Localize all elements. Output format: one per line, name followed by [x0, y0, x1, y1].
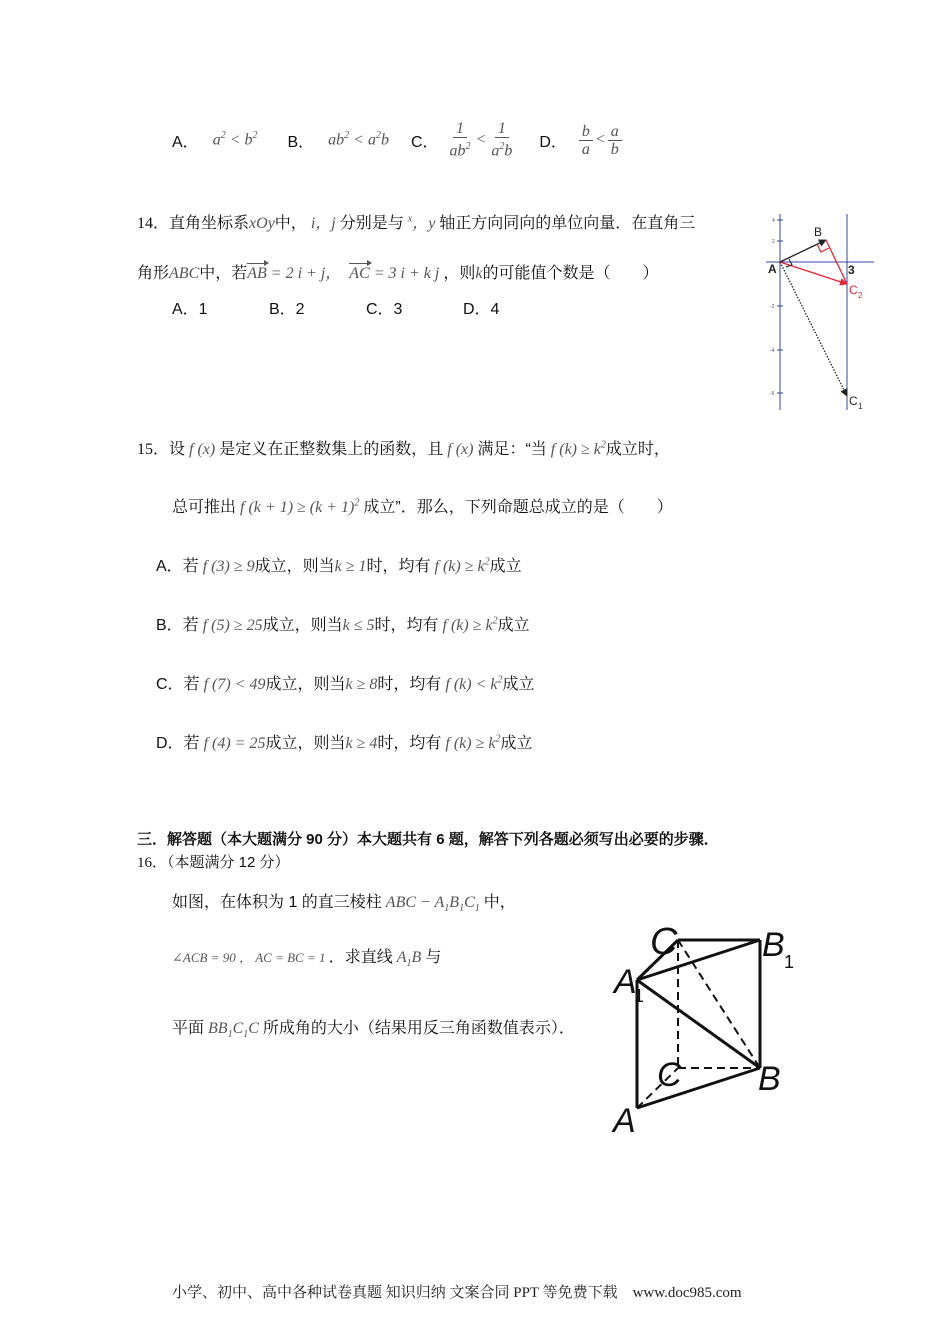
- q16-line1: [172, 889, 516, 914]
- right-angle-mark-b: [817, 244, 829, 252]
- label-c1-sub: 1: [858, 402, 863, 411]
- q14-text: 中，若: [199, 265, 248, 282]
- option-math: k ≥ 8: [345, 676, 378, 693]
- option-text: 时，均有: [366, 558, 431, 575]
- option-math: f (4) = 25: [199, 735, 266, 752]
- q14-line2: [137, 260, 658, 283]
- label-c: C: [657, 1056, 682, 1094]
- q14-text: 角形: [137, 265, 170, 282]
- vector-ac1: [780, 262, 847, 396]
- q16-text: 平面: [172, 1020, 205, 1037]
- q14-number: 14．: [137, 215, 170, 232]
- q14-math-abc: ABC: [169, 265, 200, 282]
- q14-option-a: A．1: [172, 301, 208, 318]
- q15-line1: [137, 436, 670, 459]
- label-c2: C: [849, 283, 858, 297]
- q13-option-d-expr: $\frac{b}{a}$ < $\frac{a}{b}$: [577, 123, 624, 158]
- q15-text: 是定义在正整数集上的函数，且: [219, 441, 444, 458]
- label-c1: C: [849, 394, 858, 408]
- q14-line1: [137, 210, 695, 233]
- segment-a1-b: [637, 980, 760, 1068]
- q14-text: 轴正方向同向的单位向量．在直角三: [439, 215, 696, 232]
- q15-text: 满足：“当: [477, 441, 547, 458]
- q13-options: [172, 118, 624, 162]
- label-a1-sub: 1: [634, 986, 645, 1006]
- q15-option-c: [156, 671, 535, 694]
- option-math: f (7) < 49: [199, 676, 266, 693]
- q13-option-c-expr: $\frac{1}{ab^2}$ < $\frac{1}{a^2b}$: [449, 120, 513, 160]
- tick-label: -2: [770, 304, 775, 310]
- option-label: A．若: [156, 558, 199, 575]
- label-three: 3: [848, 263, 855, 277]
- label-b1-sub: 1: [784, 952, 795, 972]
- option-text: 成立，则当: [265, 735, 346, 752]
- q13-option-a: A．: [172, 133, 199, 151]
- q16-math: $BB_1C_1C$: [204, 1020, 263, 1041]
- q14-math-xy: $^x$，y: [407, 213, 440, 232]
- q14-math-xoy: xOy: [249, 215, 275, 232]
- q14-text: 中，: [274, 215, 307, 232]
- q13-option-c: C．: [410, 133, 439, 151]
- option-math: f $(k) \ge k^2$: [438, 615, 498, 634]
- tick-label: 2: [772, 239, 775, 245]
- q14-text: 分别是与: [339, 215, 404, 232]
- q15-text: 成立”．那么，下列命题总成立的是（ ）: [363, 499, 673, 516]
- option-math: f $(k) < k^2$: [441, 674, 503, 693]
- option-text: 时，均有: [374, 617, 439, 634]
- q16-text: 与: [425, 949, 442, 966]
- q15-number: 15．: [137, 441, 170, 458]
- label-b: B: [758, 1060, 781, 1098]
- q16-math: ∠ACB = 90 ， AC = BC = 1: [172, 950, 329, 965]
- q15-math: f (x): [185, 441, 220, 458]
- q14-option-c: C．3: [366, 301, 403, 318]
- label-a: A: [768, 262, 777, 276]
- tick-label: -6: [770, 391, 775, 397]
- q16-line3: [172, 1015, 575, 1040]
- q16-header: [137, 851, 290, 872]
- q14-math-k: k: [475, 265, 483, 282]
- q14-options: [172, 296, 499, 319]
- option-text: 成立: [497, 617, 530, 634]
- q15-math: f (x): [443, 441, 478, 458]
- option-math: k ≥ 4: [345, 735, 378, 752]
- q14-text: 直角坐标系: [169, 215, 250, 232]
- q16-number: 16．: [137, 855, 168, 871]
- q13-option-b: B．: [287, 133, 315, 151]
- option-math: k ≤ 5: [342, 617, 375, 634]
- q15-option-b: [156, 612, 530, 635]
- option-label: D．若: [156, 735, 200, 752]
- prism-figure: [605, 918, 805, 1140]
- q15-option-d: [156, 730, 533, 753]
- q14-coordinate-figure: [762, 210, 878, 412]
- label-b1: B: [762, 926, 785, 964]
- q16-text: ．求直线: [328, 949, 393, 966]
- q16-line2: [172, 944, 441, 969]
- option-text: 时，均有: [377, 676, 442, 693]
- option-math: f (5) ≥ 25: [198, 617, 263, 634]
- page-footer: 小学、初中、高中各种试卷真题 知识归纳 文案合同 PPT 等免费下载 www.doc985.com: [172, 1285, 742, 1301]
- q14-text: ，则: [443, 265, 476, 282]
- option-text: 成立，则当: [262, 617, 343, 634]
- q14-option-d: D．4: [463, 301, 500, 318]
- q15-text: 总可推出: [172, 499, 237, 516]
- q16-text: 所成角的大小（结果用反三角函数值表示）．: [262, 1020, 575, 1037]
- label-a1: A: [614, 963, 637, 1001]
- q15-line2: [172, 494, 673, 517]
- option-math: f $(k) \ge k^2$: [441, 733, 501, 752]
- q15-text: 成立时，: [605, 441, 670, 458]
- q13-option-a-expr: $a^2 < b^2$: [212, 130, 258, 149]
- q14-text: 的可能值个数是（ ）: [482, 265, 659, 282]
- option-text: 时，均有: [377, 735, 442, 752]
- label-c2-sub: 2: [858, 291, 863, 300]
- option-text: 成立，则当: [265, 676, 346, 693]
- option-math: f (3) ≥ 9: [198, 558, 255, 575]
- q13-option-b-expr: $ab^2 < a^2b$: [328, 130, 389, 149]
- q14-math-ij: i，j: [306, 215, 340, 232]
- q15-math: f $(k + 1) \ge (k + 1)^2$: [236, 497, 360, 516]
- label-a: A: [613, 1102, 636, 1140]
- q16-math: ABC − $A_1B_1C_1$: [381, 894, 480, 915]
- q15-math: f $(k) \ge k^2$: [546, 439, 606, 458]
- section-3-heading: 三．解答题（本大题满分 90 分）本大题共有 6 题，解答下列各题必须写出必要的步骤．: [137, 831, 719, 848]
- right-angle-mark-a: [786, 259, 792, 267]
- q16-score: （本题满分 12 分）: [167, 854, 290, 871]
- option-label: C．若: [156, 676, 200, 693]
- q14-option-b: B．2: [269, 301, 305, 318]
- option-text: 成立: [502, 676, 535, 693]
- q16-text: 如图，在体积为 1 的直三棱柱: [172, 894, 382, 911]
- option-label: B．若: [156, 617, 199, 634]
- q16-text: 中，: [483, 894, 516, 911]
- q15-text: 设: [169, 441, 186, 458]
- option-text: 成立，则当: [254, 558, 335, 575]
- q15-option-a: [156, 553, 522, 576]
- option-math: k ≥ 1: [334, 558, 367, 575]
- tick-label: 4: [772, 218, 775, 224]
- vector-ab: [780, 240, 826, 262]
- label-b: B: [814, 225, 823, 239]
- q14-math-vectors: AB = 2 i + j， AC = 3 i + k j: [247, 265, 444, 282]
- q13-option-d: D．: [539, 133, 567, 151]
- tick-label: -4: [770, 348, 775, 354]
- option-text: 成立: [500, 735, 533, 752]
- label-c1: C: [650, 921, 678, 963]
- segment-c1-b: [678, 940, 760, 1068]
- option-text: 成立: [489, 558, 522, 575]
- edge-a-b: [637, 1068, 760, 1108]
- q16-math: $A_1B$: [392, 949, 426, 970]
- option-math: f $(k) \ge k^2$: [430, 556, 490, 575]
